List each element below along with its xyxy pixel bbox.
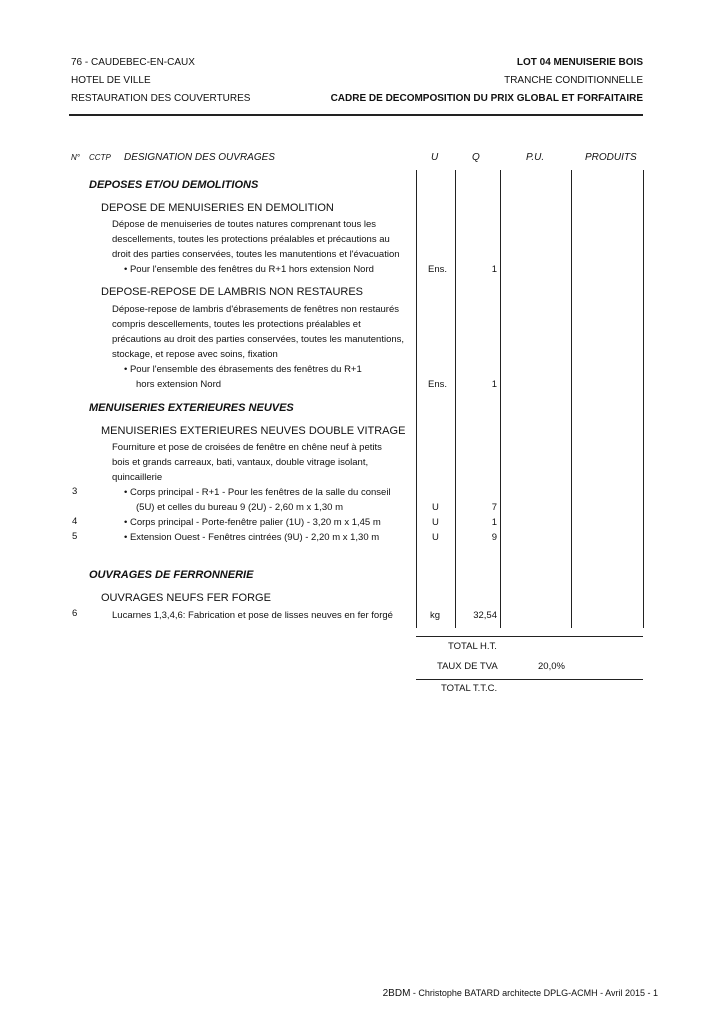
header-project: RESTAURATION DES COUVERTURES bbox=[71, 93, 251, 104]
item-line: Lucarnes 1,3,4,6: Fabrication et pose de lisses neuves en fer forgé bbox=[112, 610, 393, 621]
item-line: • Corps principal - R+1 - Pour les fenêtres de la salle du conseil bbox=[124, 487, 391, 498]
item-line: • Pour l'ensemble des ébrasements des fenêtres du R+1 bbox=[124, 364, 362, 375]
item-qty: 7 bbox=[491, 502, 497, 513]
item-number: 4 bbox=[72, 516, 78, 527]
item-line: • Extension Ouest - Fenêtres cintrées (9U) - 2,20 m x 1,30 m bbox=[124, 532, 380, 543]
tva-label: TAUX DE TVA bbox=[437, 661, 498, 672]
col-rule bbox=[500, 170, 501, 628]
group-title: DEPOSE-REPOSE DE LAMBRIS NON RESTAURES bbox=[101, 286, 364, 298]
item-unit: U bbox=[432, 517, 439, 528]
group-desc-line: bois et grands carreaux, bati, vantaux, double vitrage isolant, bbox=[112, 457, 369, 468]
item-line: hors extension Nord bbox=[136, 379, 222, 390]
group-desc-line: stockage, et repose avec soins, fixation bbox=[112, 349, 278, 360]
col-rule bbox=[455, 170, 456, 628]
item-qty: 1 bbox=[491, 379, 497, 390]
group-desc-line: compris descellements, toutes les protections préalables et bbox=[112, 319, 361, 330]
item-line: (5U) et celles du bureau 9 (2U) - 2,60 m x 1,30 m bbox=[136, 502, 343, 513]
header-city: 76 - CAUDEBEC-EN-CAUX bbox=[71, 57, 195, 68]
item-unit: kg bbox=[430, 610, 441, 621]
group-desc-line: descellements, toutes les protections préalables et précautions au bbox=[112, 234, 390, 245]
item-unit: Ens. bbox=[428, 264, 448, 275]
item-line: • Corps principal - Porte-fenêtre palier (1U) - 3,20 m x 1,45 m bbox=[124, 517, 381, 528]
totals-rule bbox=[416, 679, 643, 680]
group-title: DEPOSE DE MENUISERIES EN DEMOLITION bbox=[101, 202, 334, 214]
col-cctp: CCTP bbox=[89, 153, 111, 162]
header-rule bbox=[69, 114, 643, 116]
total-ht-label: TOTAL H.T. bbox=[448, 641, 497, 652]
group-desc-line: quincaillerie bbox=[112, 472, 163, 483]
footer-prefix: 2BDM bbox=[382, 988, 411, 999]
header-building: HOTEL DE VILLE bbox=[71, 75, 151, 86]
col-rule bbox=[571, 170, 572, 628]
item-number: 3 bbox=[72, 486, 78, 497]
section-title: DEPOSES ET/OU DEMOLITIONS bbox=[89, 179, 259, 191]
group-desc-line: Dépose-repose de lambris d'ébrasements de fenêtres non restaurés bbox=[112, 304, 399, 315]
item-qty: 32,54 bbox=[473, 610, 497, 621]
totals-rule bbox=[416, 636, 643, 637]
item-number: 6 bbox=[72, 608, 78, 619]
total-ttc-label: TOTAL T.T.C. bbox=[441, 683, 498, 694]
col-num: N° bbox=[71, 153, 80, 162]
col-produits: PRODUITS bbox=[585, 152, 637, 163]
group-desc-line: précautions au droit des parties conservées, toutes les manutentions, bbox=[112, 334, 405, 345]
section-title: OUVRAGES DE FERRONNERIE bbox=[89, 569, 254, 581]
item-unit: U bbox=[432, 532, 439, 543]
footer bbox=[383, 988, 658, 999]
col-rule bbox=[416, 170, 417, 628]
item-line: • Pour l'ensemble des fenêtres du R+1 hors extension Nord bbox=[124, 264, 374, 275]
group-desc-line: Dépose de menuiseries de toutes natures comprenant tous les bbox=[112, 219, 377, 230]
item-qty: 1 bbox=[491, 517, 497, 528]
tva-value: 20,0% bbox=[538, 661, 565, 672]
section-title: MENUISERIES EXTERIEURES NEUVES bbox=[89, 402, 294, 414]
footer-text: - Christophe BATARD architecte DPLG-ACMH - Avril 2015 - 1 bbox=[410, 988, 658, 998]
item-qty: 9 bbox=[491, 532, 497, 543]
header-lot: LOT 04 MENUISERIE BOIS bbox=[516, 57, 643, 68]
col-qty: Q bbox=[472, 152, 480, 163]
item-unit: U bbox=[432, 502, 439, 513]
group-title: OUVRAGES NEUFS FER FORGE bbox=[101, 592, 271, 604]
group-desc-line: Fourniture et pose de croisées de fenêtre en chêne neuf à petits bbox=[112, 442, 382, 453]
item-number: 5 bbox=[72, 531, 78, 542]
col-rule bbox=[643, 170, 644, 628]
col-pu: P.U. bbox=[526, 152, 545, 163]
item-unit: Ens. bbox=[428, 379, 448, 390]
col-designation: DESIGNATION DES OUVRAGES bbox=[124, 152, 275, 163]
header-cadre: CADRE DE DECOMPOSITION DU PRIX GLOBAL ET FORFAITAIRE bbox=[330, 93, 643, 104]
col-unit: U bbox=[431, 152, 439, 163]
item-qty: 1 bbox=[491, 264, 497, 275]
group-title: MENUISERIES EXTERIEURES NEUVES DOUBLE VITRAGE bbox=[101, 425, 406, 437]
group-desc-line: droit des parties conservées, toutes les manutentions et l'évacuation bbox=[112, 249, 400, 260]
header-tranche: TRANCHE CONDITIONNELLE bbox=[504, 75, 643, 86]
